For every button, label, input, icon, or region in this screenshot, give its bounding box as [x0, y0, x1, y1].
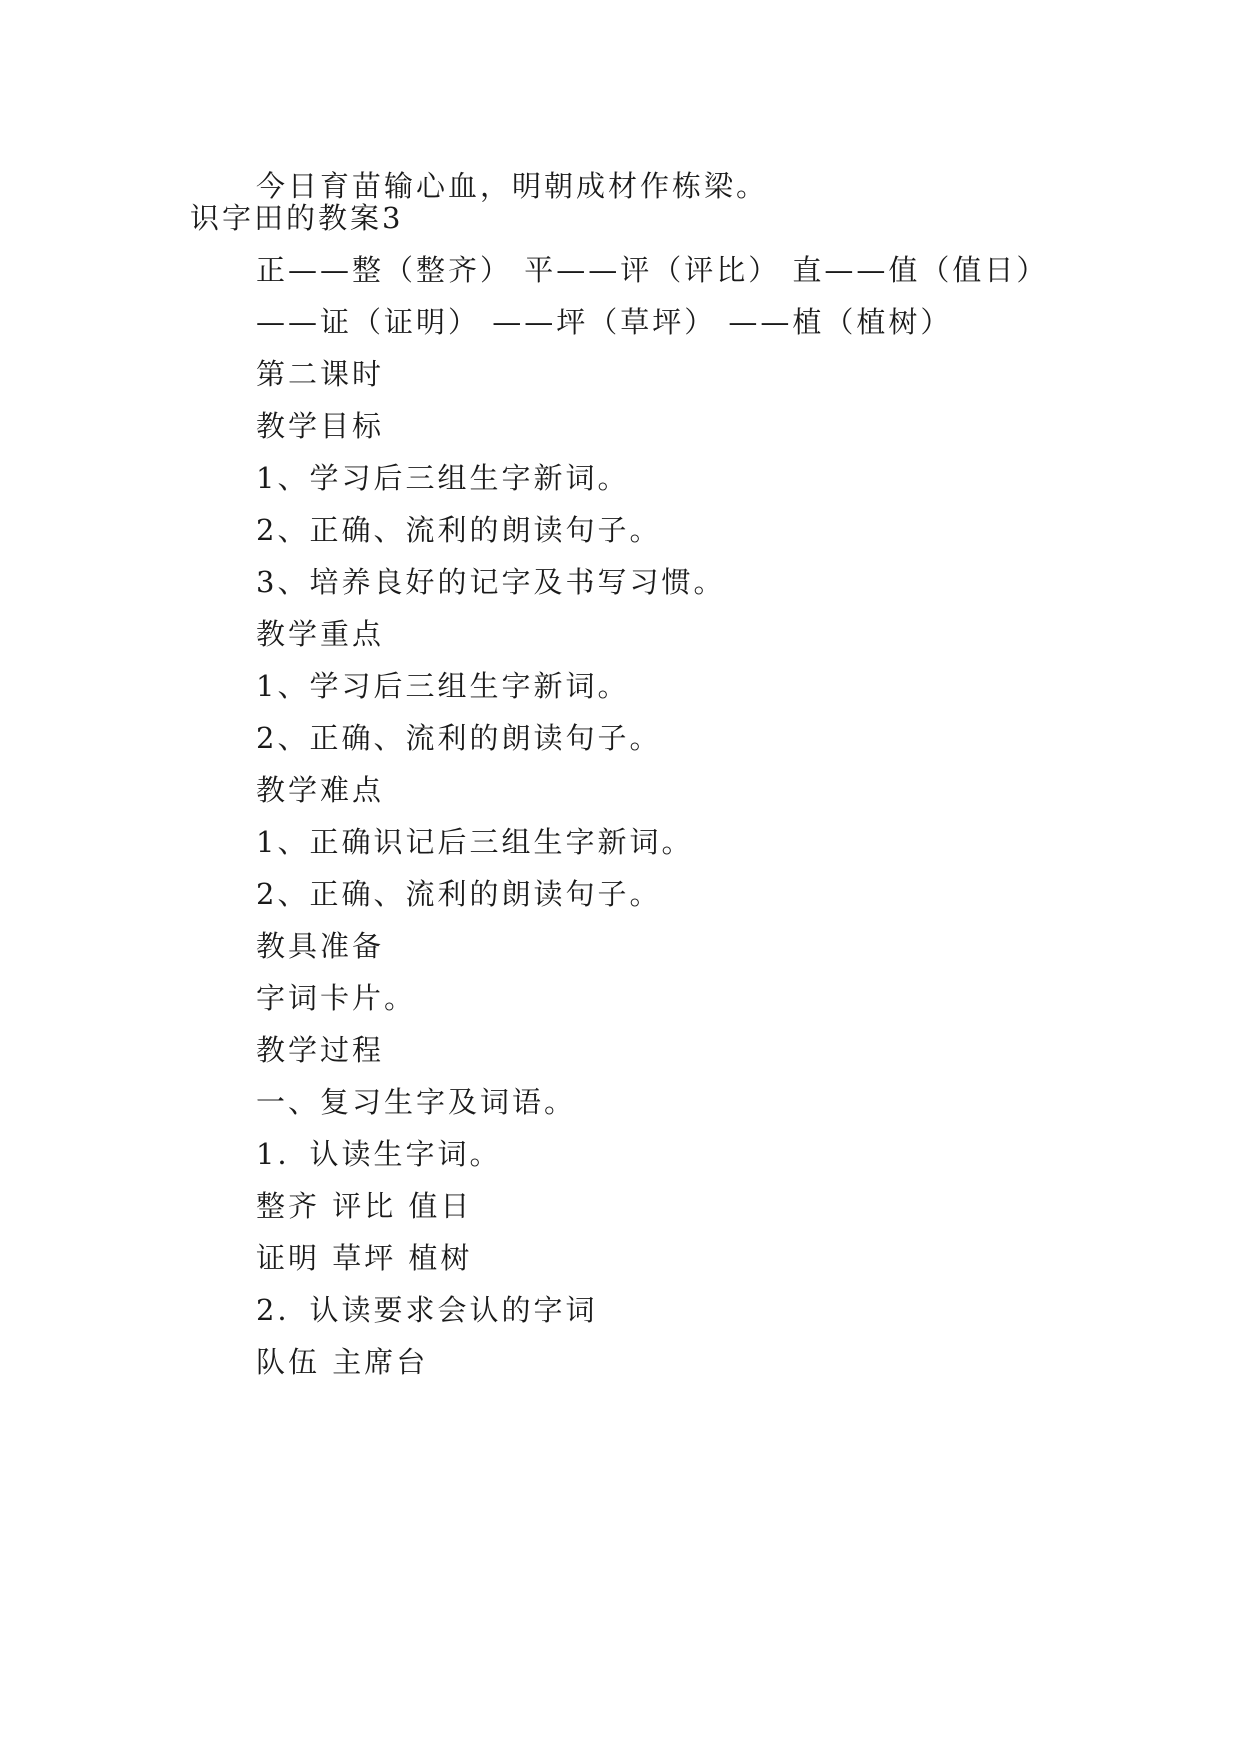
- text-line: 字词卡片。: [256, 981, 417, 1015]
- list-item: 3、培养良好的记字及书写习惯。: [256, 565, 726, 599]
- list-item: 一、复习生字及词语。: [256, 1085, 577, 1119]
- subheading: 教学重点: [256, 617, 385, 651]
- subheading: 第二课时: [256, 357, 385, 391]
- list-item: 1、学习后三组生字新词。: [256, 669, 630, 703]
- text-line: 正——整（整齐） 平——评（评比） 直——值（值日）: [256, 253, 1049, 287]
- subheading: 教学难点: [256, 773, 385, 807]
- word-row: 队伍 主席台: [256, 1345, 429, 1379]
- list-item: 1．认读生字词。: [256, 1137, 502, 1171]
- word-row: 证明 草坪 植树: [256, 1241, 473, 1275]
- list-item: 2、正确、流利的朗读句子。: [256, 877, 662, 911]
- list-item: 2．认读要求会认的字词: [256, 1293, 598, 1327]
- list-item: 1、正确识记后三组生字新词。: [256, 825, 694, 859]
- text-line: ——证（证明） ——坪（草坪） ——植（植树）: [256, 305, 953, 339]
- list-item: 2、正确、流利的朗读句子。: [256, 513, 662, 547]
- subheading: 教学过程: [256, 1033, 385, 1067]
- section-heading: 识字田的教案3: [190, 201, 404, 235]
- list-item: 1、学习后三组生字新词。: [256, 461, 630, 495]
- text-line: 今日育苗输心血，明朝成材作栋梁。: [256, 169, 769, 203]
- subheading: 教具准备: [256, 929, 385, 963]
- list-item: 2、正确、流利的朗读句子。: [256, 721, 662, 755]
- word-row: 整齐 评比 值日: [256, 1189, 473, 1223]
- subheading: 教学目标: [256, 409, 385, 443]
